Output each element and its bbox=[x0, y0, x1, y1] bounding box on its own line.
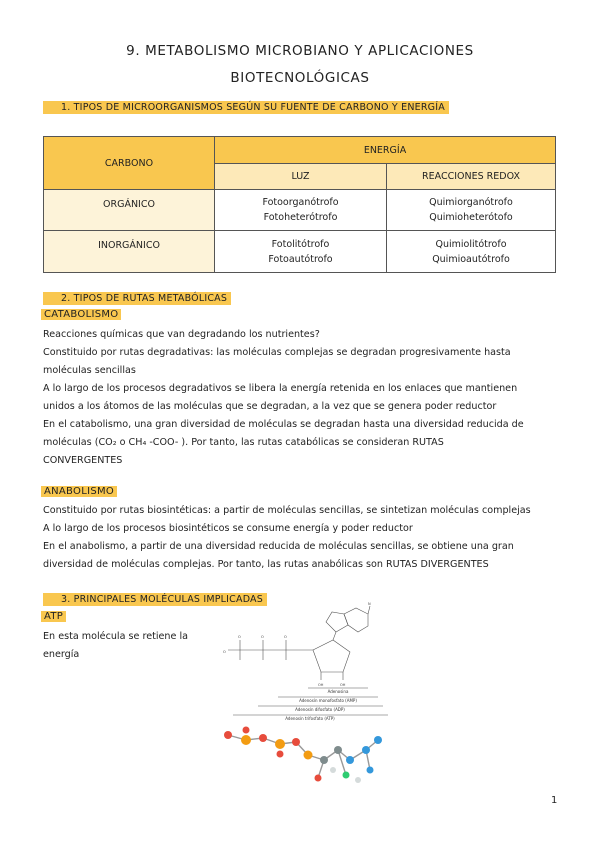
table-row-organic bbox=[44, 190, 556, 231]
svg-text:O: O bbox=[261, 635, 264, 639]
svg-text:O: O bbox=[238, 635, 241, 639]
text-line: unidos a los átomos de las moléculas que se degradan, a la vez que se genera poder reductor bbox=[43, 401, 497, 412]
row-label-inorganic: INORGÁNICO bbox=[44, 231, 215, 273]
table-cell: Fotoheterótrofo bbox=[263, 212, 338, 223]
table-cell: Quimioautótrofo bbox=[432, 253, 510, 265]
catabolismo-text bbox=[43, 326, 563, 470]
svg-text:O: O bbox=[223, 650, 226, 654]
svg-text:N: N bbox=[368, 602, 371, 606]
text-line: moléculas (CO₂ o CH₄ -COO- ). Por tanto, las rutas catabólicas se consideran RUTAS bbox=[43, 437, 444, 448]
text-line: A lo largo de los procesos degradativos se libera la energía retenida en los enlaces que mantienen bbox=[43, 383, 518, 394]
energy-header: ENERGÍA bbox=[215, 137, 556, 164]
carbon-header: CARBONO bbox=[44, 137, 215, 190]
section-1-heading: 1. TIPOS DE MICROORGANISMOS SEGÚN SU FUENTE DE CARBONO Y ENERGÍA bbox=[43, 101, 449, 114]
text-line: A lo largo de los procesos biosintéticos se consume energía y poder reductor bbox=[43, 523, 413, 534]
text-line: En el anabolismo, a partir de una diversidad reducida de moléculas sencillas, se obtiene una gran bbox=[43, 541, 514, 552]
text-line: moléculas sencillas bbox=[43, 365, 136, 376]
text-line: Reacciones químicas que van degradando los nutrientes? bbox=[43, 329, 320, 340]
label-atp: Adenosín trifosfato (ATP) bbox=[285, 716, 335, 721]
text-line: CONVERGENTES bbox=[43, 455, 123, 466]
table-cell: Quimiolitótrofo bbox=[435, 238, 507, 250]
table-cell: Fotoorganótrofo bbox=[262, 197, 339, 208]
text-line: En el catabolismo, una gran diversidad de moléculas se degradan hasta una diversidad reducida de bbox=[43, 419, 524, 430]
page-title-line-2: BIOTECNOLÓGICAS bbox=[230, 70, 370, 86]
text-line: Constituido por rutas degradativas: las moléculas complejas se degradan progresivamente hasta bbox=[43, 347, 511, 358]
text-line: diversidad de moléculas complejas. Por tanto, las rutas anabólicas son RUTAS DIVERGENTES bbox=[43, 559, 489, 570]
svg-text:OH: OH bbox=[340, 683, 346, 687]
anabolismo-title: ANABOLISMO bbox=[41, 486, 117, 497]
light-column-header: LUZ bbox=[215, 164, 387, 190]
table-cell: Quimioheterótofo bbox=[429, 212, 513, 223]
microorganism-table bbox=[43, 136, 556, 273]
table-cell: Quimiorganótrofo bbox=[429, 197, 513, 208]
atp-title: ATP bbox=[41, 611, 66, 622]
atp-text bbox=[43, 628, 223, 664]
row-label-organic: ORGÁNICO bbox=[44, 190, 215, 231]
page-title-line-1: 9. METABOLISMO MICROBIANO Y APLICACIONES bbox=[126, 43, 474, 59]
table-cell: Fotolitótrofo bbox=[271, 238, 330, 250]
label-adenosina: Adenosina bbox=[327, 689, 349, 694]
anabolismo-text bbox=[43, 502, 563, 574]
atp-structure-diagram bbox=[218, 602, 393, 728]
text-line: En esta molécula se retiene la bbox=[43, 631, 189, 642]
label-amp: Adenosín monofosfato (AMP) bbox=[299, 698, 357, 703]
label-adp: Adenosín difosfato (ADP) bbox=[295, 707, 345, 712]
text-line: energía bbox=[43, 649, 80, 660]
atp-ball-and-stick-model bbox=[218, 720, 388, 790]
page-number: 1 bbox=[551, 795, 558, 806]
redox-column-header: REACCIONES REDOX bbox=[387, 164, 556, 190]
section-2-heading: 2. TIPOS DE RUTAS METABÓLICAS bbox=[43, 292, 231, 305]
svg-text:O: O bbox=[284, 635, 287, 639]
svg-text:OH: OH bbox=[318, 683, 324, 687]
section-3-heading: 3. PRINCIPALES MOLÉCULAS IMPLICADAS bbox=[43, 593, 267, 606]
catabolismo-title: CATABOLISMO bbox=[41, 309, 121, 320]
table-row-inorganic bbox=[44, 231, 556, 273]
text-line: Constituido por rutas biosintéticas: a partir de moléculas sencillas, se sintetizan moléculas complejas bbox=[43, 505, 531, 516]
table-cell: Fotoautótrofo bbox=[268, 253, 333, 265]
